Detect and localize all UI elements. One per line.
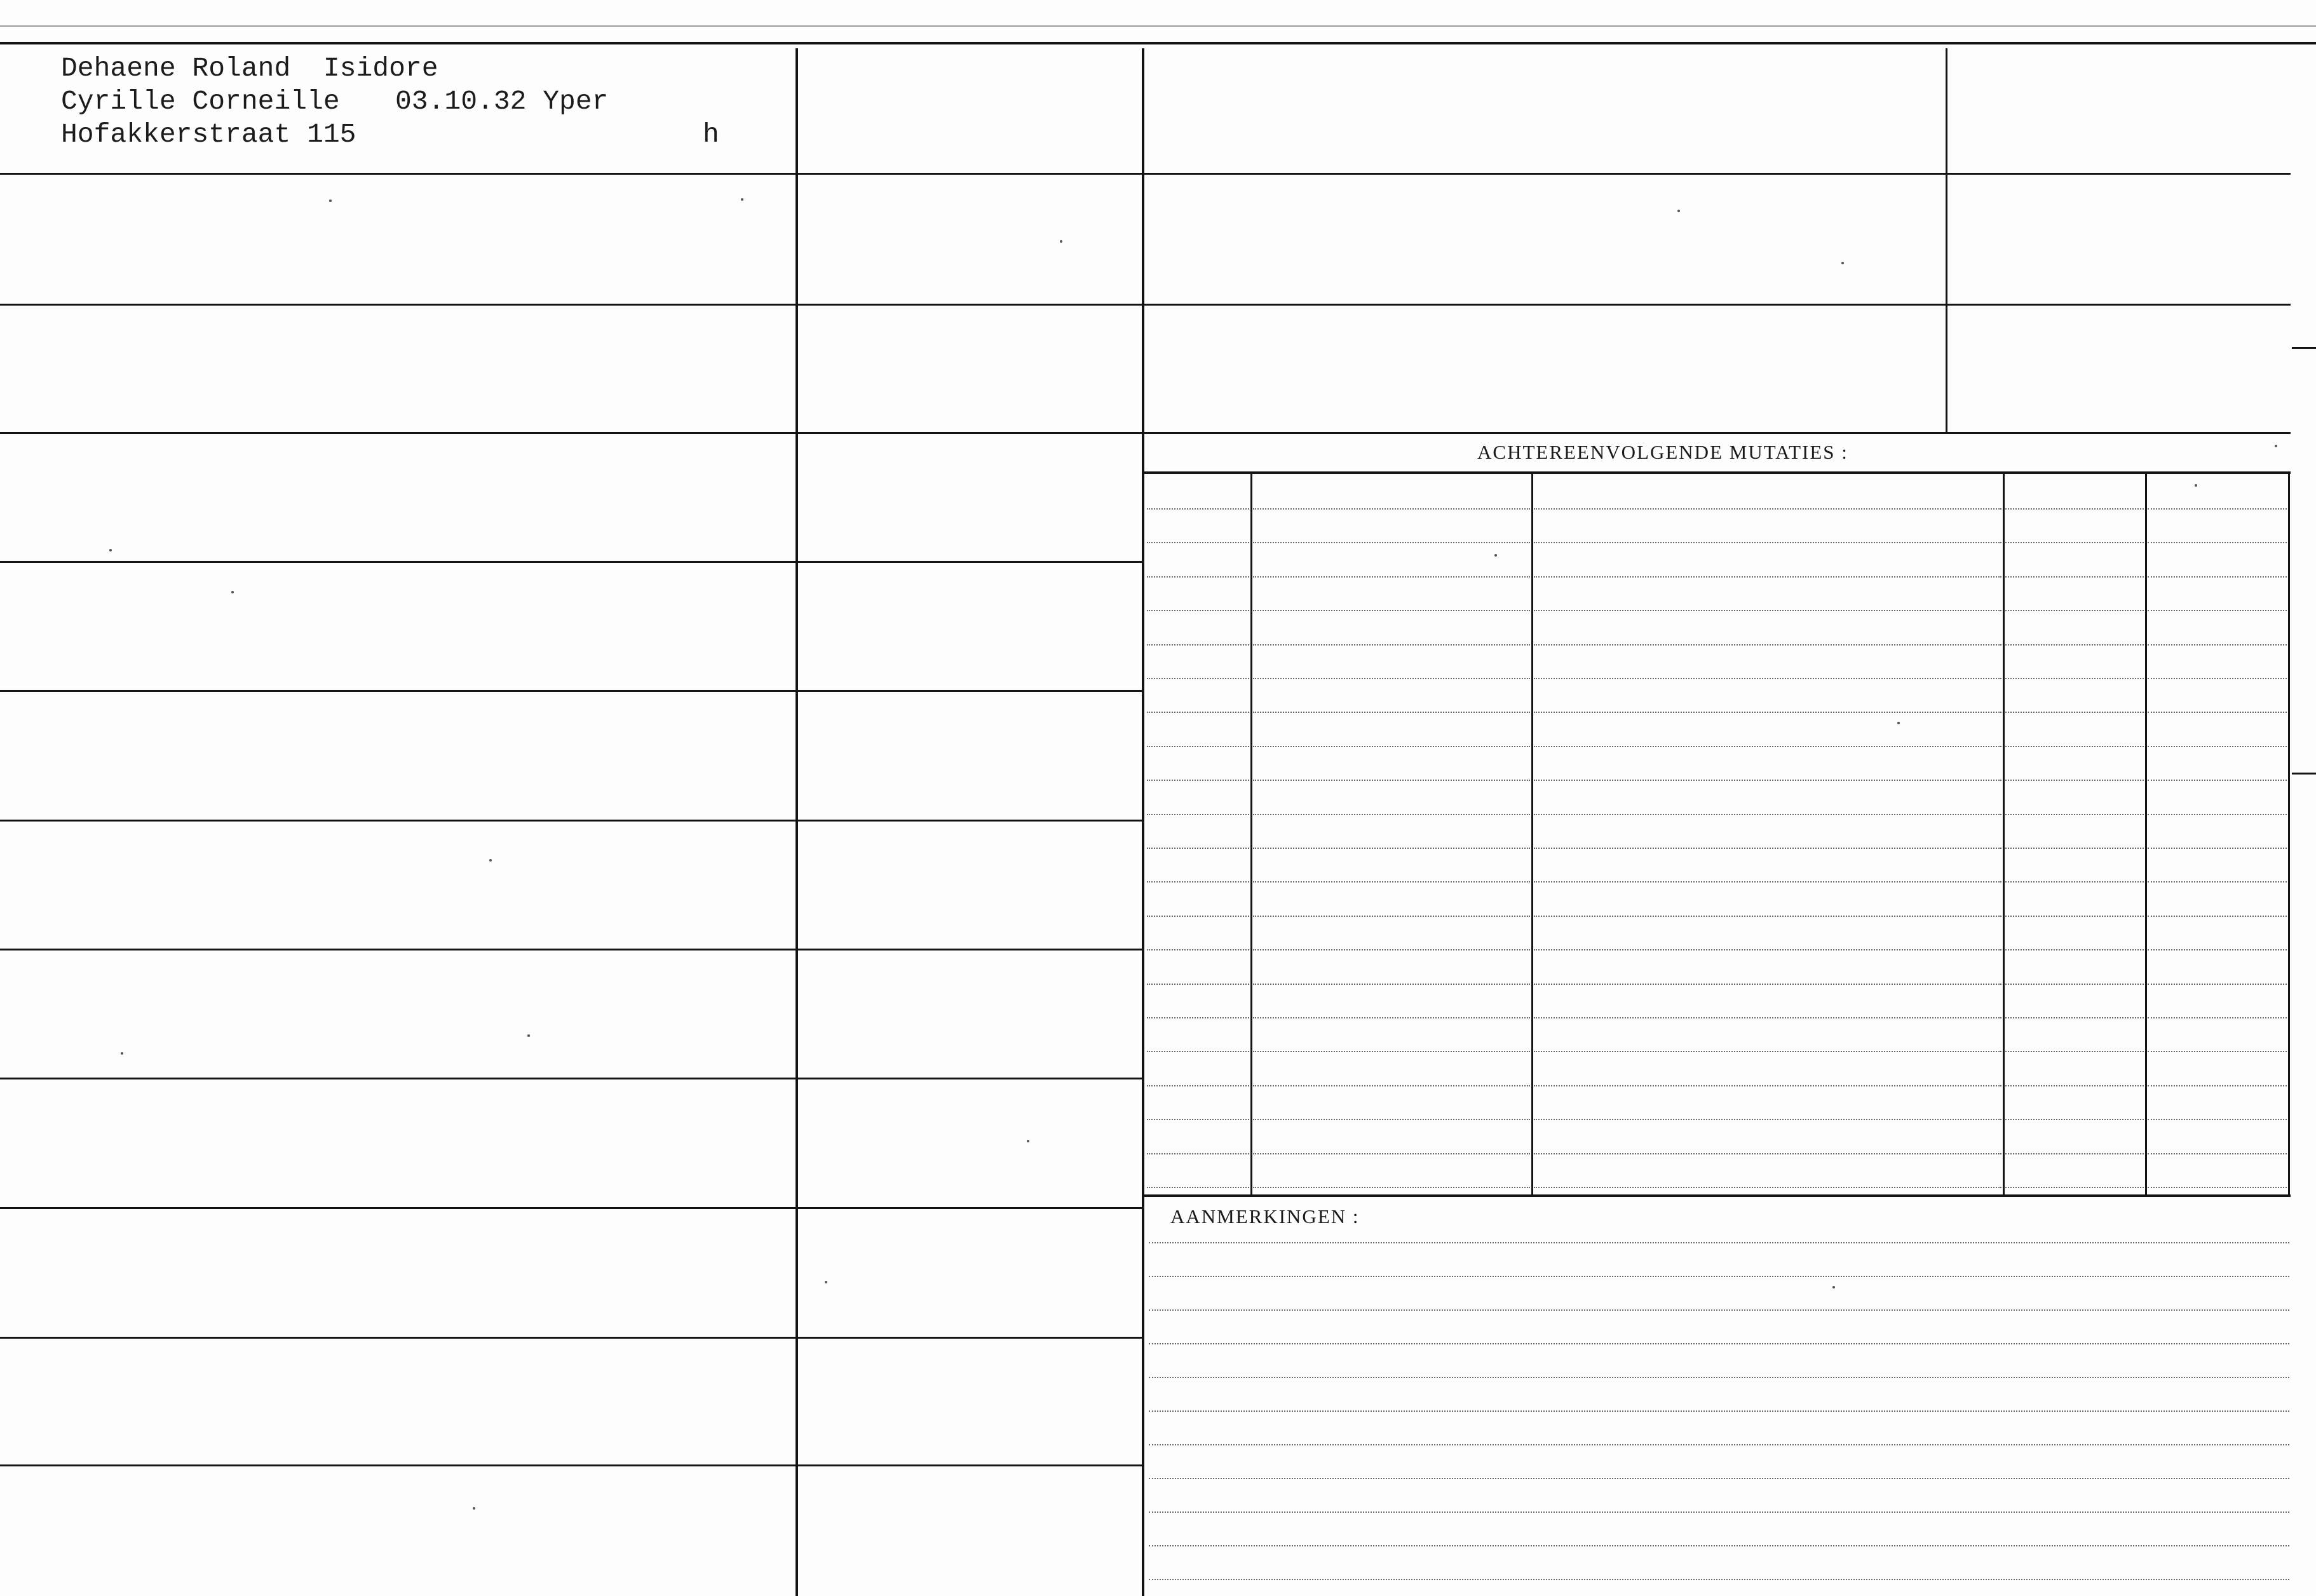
table-dotted-line [2148,1153,2287,1154]
row-rule [0,432,796,434]
table-dotted-line [2005,1017,2144,1018]
scan-speck [1027,1140,1029,1142]
mark-letter: h [703,119,719,150]
birth-date-place: 03.10.32 Yper [395,86,609,117]
top-rule [0,42,2316,44]
table-dotted-line [2005,848,2144,849]
table-dotted-line [2148,542,2287,543]
remarks-dotted-line [1149,1511,2289,1513]
table-dotted-line [2005,644,2144,646]
row-rule [0,173,796,175]
table-dotted-line [1147,576,1249,578]
column-rule [1142,48,1144,1596]
table-dotted-line [2148,1085,2287,1086]
remarks-dotted-line [1149,1242,2289,1243]
row-rule [798,432,1142,434]
table-dotted-line [1253,1153,1530,1154]
table-dotted-line [1534,1085,2001,1086]
table-top-rule [1144,471,2291,474]
edge-tick [2292,773,2316,774]
table-dotted-line [2148,814,2287,815]
table-column-rule [1531,471,1533,1194]
table-dotted-line [1253,746,1530,747]
table-dotted-line [2005,916,2144,917]
table-dotted-line [1253,780,1530,781]
table-dotted-line [2148,1051,2287,1052]
table-dotted-line [1147,780,1249,781]
table-dotted-line [1147,746,1249,747]
table-dotted-line [2148,881,2287,883]
table-dotted-line [1147,984,1249,985]
remarks-dotted-line [1149,1377,2289,1378]
table-dotted-line [1253,678,1530,679]
table-dotted-line [2148,576,2287,578]
top-edge-noise [0,25,2316,27]
scan-speck [109,549,112,551]
row-rule [1144,173,2291,175]
table-dotted-line [1253,848,1530,849]
table-column-rule [2003,471,2005,1194]
table-dotted-line [2148,610,2287,611]
scan-speck [825,1281,827,1283]
table-dotted-line [2148,984,2287,985]
table-dotted-line [1147,1187,1249,1188]
table-dotted-line [2148,916,2287,917]
table-dotted-line [1534,881,2001,883]
remarks-title: AANMERKINGEN : [1170,1205,1360,1227]
table-bottom-rule [1144,1194,2291,1197]
table-dotted-line [1253,508,1530,510]
row-rule [1144,432,2291,434]
table-dotted-line [2005,542,2144,543]
scan-speck [527,1034,530,1037]
table-dotted-line [1147,1153,1249,1154]
table-dotted-line [2005,712,2144,713]
remarks-dotted-line [1149,1309,2289,1311]
scan-speck [2275,445,2277,447]
table-dotted-line [2005,576,2144,578]
table-dotted-line [1534,814,2001,815]
scan-speck [1060,240,1062,243]
table-dotted-line [2005,678,2144,679]
table-dotted-line [1253,1187,1530,1188]
table-dotted-line [1147,712,1249,713]
table-dotted-line [2005,1119,2144,1120]
remarks-dotted-line [1149,1410,2289,1412]
edge-tick [2292,347,2316,349]
table-dotted-line [2005,949,2144,950]
table-dotted-line [2005,780,2144,781]
table-dotted-line [1534,712,2001,713]
remarks-dotted-line [1149,1478,2289,1479]
table-dotted-line [2005,1051,2144,1052]
table-dotted-line [1534,780,2001,781]
mutations-title: ACHTEREENVOLGENDE MUTATIES : [1477,441,1848,463]
table-column-rule [2288,471,2290,1194]
row-rule [798,820,1142,822]
column-rule [1946,48,1947,432]
row-rule [0,690,796,692]
table-dotted-line [1253,1119,1530,1120]
table-dotted-line [2148,848,2287,849]
remarks-dotted-line [1149,1579,2289,1580]
table-dotted-line [1534,949,2001,950]
row-rule [798,1337,1142,1339]
scan-speck [1832,1286,1835,1288]
row-rule [0,1078,796,1079]
address-line: Hofakkerstraat 115 [61,119,356,150]
table-dotted-line [1534,678,2001,679]
table-dotted-line [2005,984,2144,985]
row-rule [0,1464,796,1466]
table-dotted-line [2005,508,2144,510]
table-column-rule [2145,471,2147,1194]
column-rule [796,48,798,1596]
table-dotted-line [1253,644,1530,646]
name-line: Dehaene Roland Isidore [61,53,438,84]
table-dotted-line [2005,814,2144,815]
row-rule [798,1078,1142,1079]
table-dotted-line [1147,678,1249,679]
table-dotted-line [2148,746,2287,747]
table-dotted-line [2005,881,2144,883]
table-dotted-line [1534,1051,2001,1052]
table-dotted-line [1253,881,1530,883]
table-dotted-line [2005,1187,2144,1188]
row-rule [798,1207,1142,1209]
table-dotted-line [1534,746,2001,747]
scan-speck [1494,554,1497,557]
table-dotted-line [1147,881,1249,883]
row-rule [798,690,1142,692]
table-dotted-line [1253,576,1530,578]
row-rule [0,304,796,306]
scan-speck [121,1052,123,1055]
remarks-dotted-line [1149,1545,2289,1546]
table-dotted-line [1147,1051,1249,1052]
table-dotted-line [1534,508,2001,510]
table-dotted-line [2148,644,2287,646]
table-dotted-line [1534,1119,2001,1120]
table-dotted-line [1534,576,2001,578]
scan-speck [231,591,234,593]
row-rule [0,1337,796,1339]
table-dotted-line [1147,644,1249,646]
row-rule [0,1207,796,1209]
table-dotted-line [1147,1119,1249,1120]
table-dotted-line [1147,949,1249,950]
scan-speck [473,1507,475,1510]
table-dotted-line [2148,1017,2287,1018]
table-dotted-line [1147,814,1249,815]
table-dotted-line [1253,949,1530,950]
table-dotted-line [1147,508,1249,510]
row-rule [0,820,796,822]
table-dotted-line [1534,916,2001,917]
table-dotted-line [2148,678,2287,679]
table-dotted-line [2148,712,2287,713]
table-dotted-line [1534,1017,2001,1018]
table-dotted-line [2005,746,2144,747]
table-dotted-line [2148,780,2287,781]
row-rule [798,173,1142,175]
table-dotted-line [1253,814,1530,815]
scan-speck [1897,722,1900,724]
table-dotted-line [1253,916,1530,917]
table-dotted-line [1534,984,2001,985]
table-dotted-line [1147,542,1249,543]
scan-speck [741,198,743,201]
table-dotted-line [2148,508,2287,510]
table-dotted-line [1534,542,2001,543]
table-dotted-line [1147,1017,1249,1018]
table-dotted-line [1253,712,1530,713]
remarks-dotted-line [1149,1276,2289,1277]
table-dotted-line [1147,610,1249,611]
table-column-rule [1250,471,1252,1194]
table-dotted-line [1534,1153,2001,1154]
table-dotted-line [1253,610,1530,611]
table-dotted-line [1147,848,1249,849]
row-rule [0,561,796,563]
table-dotted-line [2005,610,2144,611]
remarks-dotted-line [1149,1444,2289,1445]
row-rule [0,949,796,950]
row-rule [1144,304,2291,306]
remarks-dotted-line [1149,1343,2289,1344]
row-rule [798,949,1142,950]
row-rule [798,304,1142,306]
table-dotted-line [2005,1085,2144,1086]
scan-speck [329,200,332,202]
scan-speck [489,859,492,862]
table-dotted-line [1253,1085,1530,1086]
table-dotted-line [1147,1085,1249,1086]
name-line-2: Cyrille Corneille [61,86,340,117]
table-dotted-line [1534,644,2001,646]
table-dotted-line [2148,1119,2287,1120]
table-dotted-line [1253,542,1530,543]
table-dotted-line [1534,1187,2001,1188]
table-dotted-line [1253,984,1530,985]
table-dotted-line [2148,949,2287,950]
scan-speck [1841,262,1844,264]
scan-speck [1677,210,1680,212]
row-rule [798,561,1142,563]
table-dotted-line [2148,1187,2287,1188]
row-rule [798,1464,1142,1466]
scan-speck [2195,484,2197,487]
table-dotted-line [1253,1051,1530,1052]
table-dotted-line [1534,848,2001,849]
table-dotted-line [1534,610,2001,611]
table-dotted-line [1147,916,1249,917]
table-dotted-line [2005,1153,2144,1154]
table-dotted-line [1253,1017,1530,1018]
